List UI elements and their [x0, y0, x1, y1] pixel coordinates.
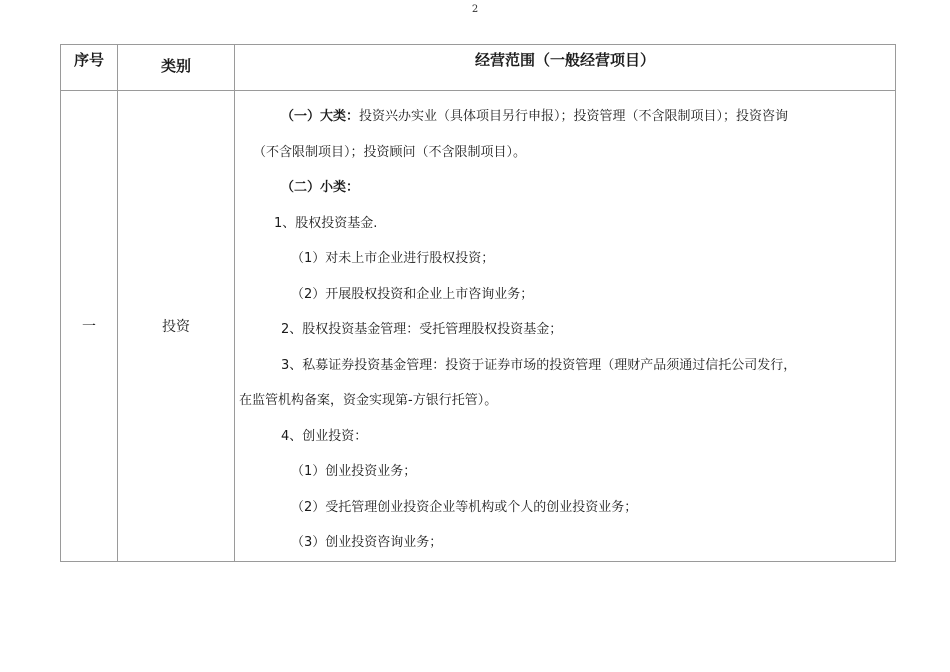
scope-line: 3、私募证券投资基金管理：投资于证券市场的投资管理（理财产品须通过信托公司发行，: [281, 357, 797, 373]
minor-class-heading: （二）小类：: [281, 180, 360, 195]
scope-line: [239, 99, 889, 135]
scope-line: 在监管机构备案，资金实现第-方银行托管）。: [239, 393, 498, 408]
scope-line: 4、创业投资：: [281, 428, 368, 444]
table-header-row: [61, 45, 896, 91]
scope-line: （2）受托管理创业投资企业等机构或个人的创业投资业务；: [291, 499, 638, 515]
row-category: 投资: [118, 91, 235, 562]
header-category: 类别: [118, 45, 235, 91]
scope-line: （1）创业投资业务；: [291, 464, 417, 479]
scope-line: （2）开展股权投资和企业上市咨询业务；: [291, 286, 534, 302]
scope-line: 1、股权投资基金.: [274, 215, 378, 231]
scope-line: （3）创业投资咨询业务；: [291, 535, 443, 550]
scope-line: （1）对未上市企业进行股权投资；: [291, 251, 495, 266]
business-scope-table: [60, 44, 896, 562]
table-row: [61, 91, 896, 562]
scope-line: （不含限制项目）；投资顾问（不含限制项目）。: [253, 144, 527, 160]
header-scope: 经营范围（一般经营项目）: [235, 45, 896, 91]
header-seq: 序号: [61, 45, 118, 91]
row-seq: 一: [61, 91, 118, 562]
row-scope-content: [235, 91, 896, 562]
scope-line: 2、股权投资基金管理：受托管理股权投资基金；: [281, 322, 563, 337]
page-number: 2: [471, 4, 479, 15]
major-class-heading: （一）大类：: [281, 109, 360, 124]
major-class-text: 投资兴办实业（具体项目另行申报）；投资管理（不含限制项目）；投资咨询: [359, 109, 789, 124]
